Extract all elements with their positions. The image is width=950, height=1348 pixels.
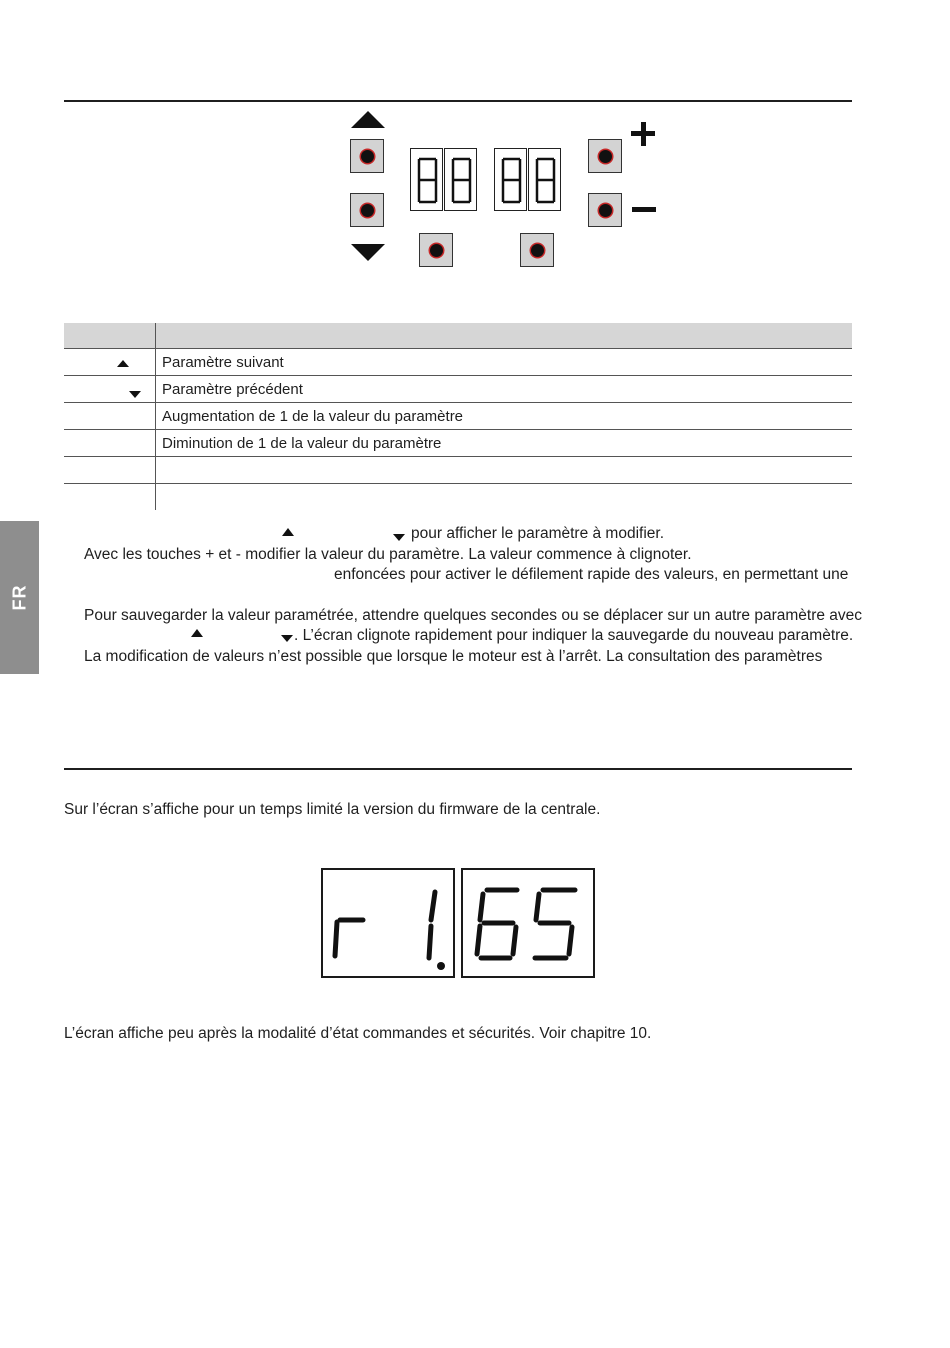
key-function-table xyxy=(64,323,852,510)
table-cell-key xyxy=(64,403,156,430)
digit-display-4 xyxy=(528,148,561,211)
up-key-button[interactable] xyxy=(350,139,384,173)
section-rule-firmware xyxy=(64,768,852,770)
table-cell-key xyxy=(64,430,156,457)
table-cell-function xyxy=(156,484,853,511)
table-row xyxy=(64,349,852,376)
table-cell-function: Augmentation de 1 de la valeur du paramètre xyxy=(156,403,853,430)
plus-key-button[interactable] xyxy=(588,139,622,173)
firmware-intro: Sur l’écran s’affiche pour un temps limité la version du firmware de la centrale. xyxy=(64,801,601,818)
digit-display-2 xyxy=(444,148,477,211)
up-arrow-icon xyxy=(351,111,385,128)
table-row xyxy=(64,376,852,403)
instruction-line-5: . L’écran clignote rapidement pour indiquer la sauvegarde du nouveau paramètre. xyxy=(294,627,854,644)
firmware-after-text: L’écran affiche peu après la modalité d’état commandes et sécurités. Voir chapitre 10. xyxy=(64,1025,652,1042)
firmware-display-left xyxy=(321,868,455,978)
table-cell-function: Paramètre suivant xyxy=(156,349,853,376)
instruction-line-2: Avec les touches + et - modifier la valeur du paramètre. La valeur commence à clignoter. xyxy=(84,546,692,563)
table-cell-key xyxy=(64,484,156,511)
instruction-line-3: enfoncées pour activer le défilement rapide des valeurs, en permettant une xyxy=(334,566,849,583)
down-arrow-icon xyxy=(393,534,405,541)
minus-icon xyxy=(632,207,656,212)
menu-key-button[interactable] xyxy=(419,233,453,267)
down-arrow-icon xyxy=(351,244,385,261)
table-header-function xyxy=(156,323,853,349)
table-row xyxy=(64,403,852,430)
up-arrow-icon xyxy=(191,629,203,637)
instruction-line-1: pour afficher le paramètre à modifier. xyxy=(411,525,665,542)
up-arrow-icon xyxy=(282,528,294,536)
digit-display-1 xyxy=(410,148,443,211)
table-header xyxy=(64,323,852,349)
table-row xyxy=(64,484,852,511)
firmware-display-right xyxy=(461,868,595,978)
ok-key-button[interactable] xyxy=(520,233,554,267)
instruction-line-6: La modification de valeurs n’est possible que lorsque le moteur est à l’arrêt. La consultation des paramètres xyxy=(84,648,823,665)
down-arrow-icon xyxy=(129,391,141,398)
table-header-key xyxy=(64,323,156,349)
table-cell-function: Diminution de 1 de la valeur du paramètre xyxy=(156,430,853,457)
instruction-line-4: Pour sauvegarder la valeur paramétrée, attendre quelques secondes ou se déplacer sur un autre paramètre avec xyxy=(84,607,863,624)
down-arrow-icon xyxy=(281,635,293,642)
table-row xyxy=(64,457,852,484)
table-cell-key xyxy=(64,349,156,376)
up-arrow-icon xyxy=(117,360,129,367)
table-cell-key xyxy=(64,376,156,403)
table-cell-function xyxy=(156,457,853,484)
table-cell-function: Paramètre précédent xyxy=(156,376,853,403)
down-key-button[interactable] xyxy=(350,193,384,227)
table-cell-key xyxy=(64,457,156,484)
language-tab-label: FR xyxy=(9,584,29,611)
table-row xyxy=(64,430,852,457)
section-rule-top xyxy=(64,100,852,102)
minus-key-button[interactable] xyxy=(588,193,622,227)
language-tab xyxy=(0,521,39,674)
digit-display-3 xyxy=(494,148,527,211)
